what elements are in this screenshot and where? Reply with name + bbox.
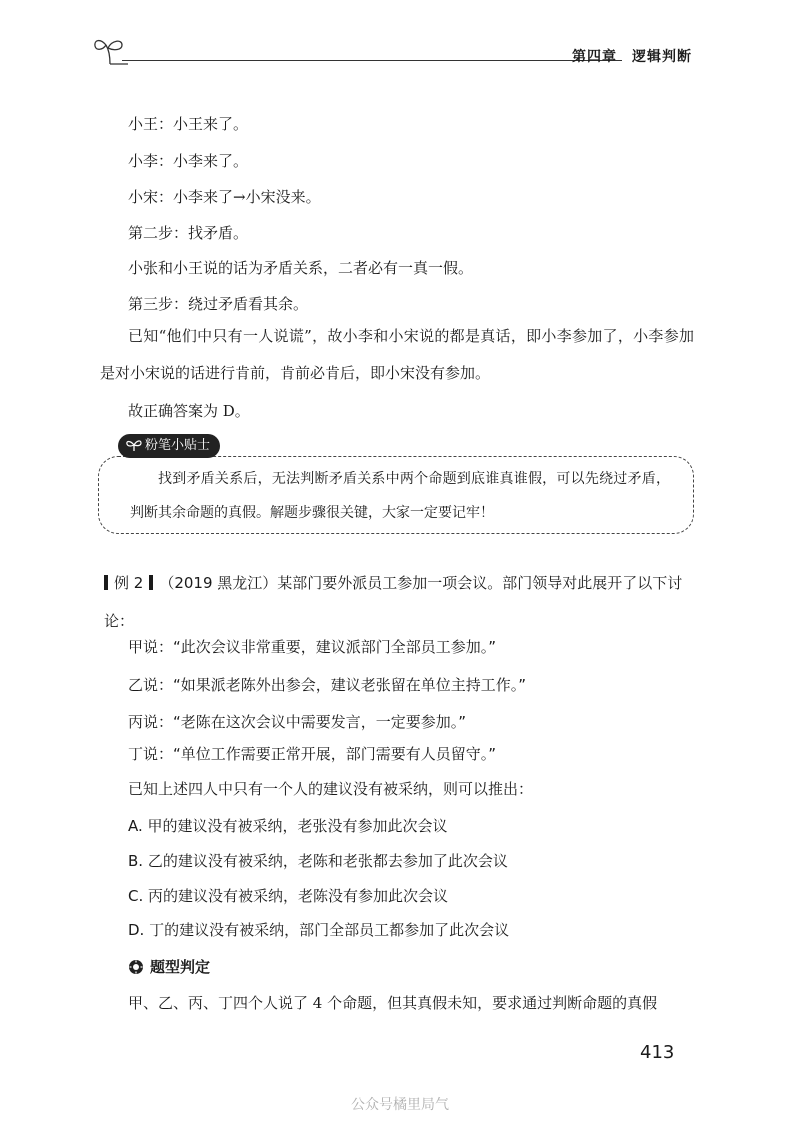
page-number: 413 [640,1042,675,1063]
sprout-icon [126,438,142,452]
option-d: D. 丁的建议没有被采纳，部门全部员工都参加了此次会议 [128,921,510,939]
answer-line: 故正确答案为 D。 [128,402,250,420]
tip-text: 找到矛盾关系后，无法判断矛盾关系中两个命题到底谁真谁假，可以先绕过矛盾，判断其余命题的真假。解题步骤很关键，大家一定要记牢！ [130,471,670,521]
marker-bar [149,575,153,590]
text-line: 小王：小王来了。 [128,115,249,133]
example-label: 例 2 [114,574,144,592]
watermark: 公众号橘里局气 [351,1097,449,1113]
example-stem-text: 某部门要外派员工参加一项会议。部门领导对此展开了以下讨论： [104,574,683,630]
text-line: 第二步：找矛盾。 [128,224,249,242]
section-text: 甲、乙、丙、丁四个人说了 4 个命题，但其真假未知，要求通过判断命题的真假 [128,994,658,1012]
text-line: 小李：小李来了。 [128,152,249,170]
text-line: 小张和小王说的话为矛盾关系，二者必有一真一假。 [128,259,474,277]
section-heading-label: 题型判定 [150,958,211,976]
sprout-icon [92,34,132,68]
example-stem [104,564,694,640]
statement: 乙说：“如果派老陈外出参会，建议老张留在单位主持工作。” [128,676,527,694]
option-b: B. 乙的建议没有被采纳，老陈和老张都去参加了此次会议 [128,852,508,870]
example-source: （2019 黑龙江） [159,574,278,592]
marker-bar [104,575,108,590]
header-rule [122,60,622,61]
text-line: 小宋：小李来了→小宋没来。 [128,188,321,206]
known-paragraph: 已知“他们中只有一人说谎”，故小李和小宋说的都是真话，即小李参加了，小李参加是对小宋说的话进行肯前，肯前必肯后，即小宋没有参加。 [100,327,694,382]
page-header [92,30,692,70]
option-c: C. 丙的建议没有被采纳，老陈没有参加此次会议 [128,887,449,905]
statement: 丁说：“单位工作需要正常开展，部门需要有人员留守。” [128,745,497,763]
gear-icon [128,959,144,975]
option-a: A. 甲的建议没有被采纳，老张没有参加此次会议 [128,817,448,835]
tip-tag [118,434,220,458]
chapter-title: 第四章 逻辑判断 [572,49,692,65]
tip-tag-label: 粉笔小贴士 [145,438,211,453]
section-heading [128,956,210,977]
statement: 甲说：“此次会议非常重要，建议派部门全部员工参加。” [128,638,497,656]
statement: 丙说：“老陈在这次会议中需要发言，一定要参加。” [128,713,467,731]
question-text: 已知上述四人中只有一个人的建议没有被采纳，则可以推出： [128,780,534,798]
text-line: 第三步：绕过矛盾看其余。 [128,295,309,313]
